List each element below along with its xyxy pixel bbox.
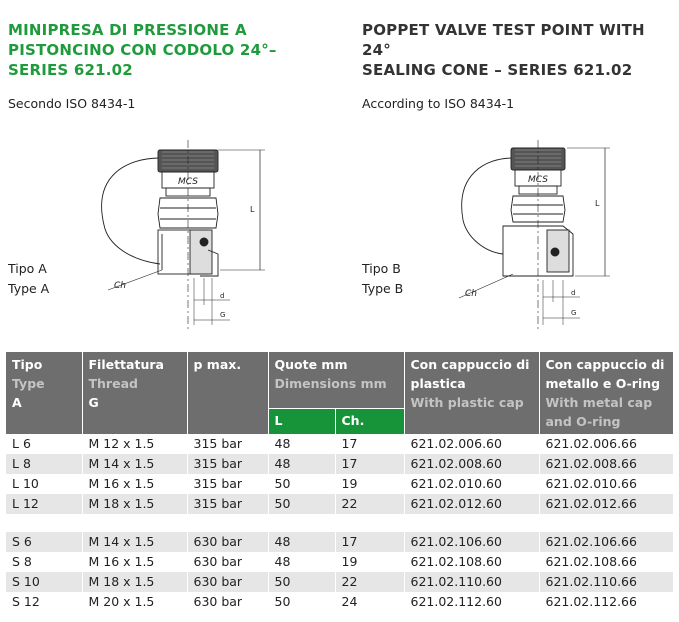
technical-drawing-type-a [100,130,350,335]
cell-thread: M 18 x 1.5 [82,572,187,592]
header-type-symbol: A [12,395,22,410]
cell-plastic-code: 621.02.010.60 [404,474,539,494]
header-dimensions-italian: Quote mm [274,357,348,372]
cell-pmax: 630 bar [187,572,268,592]
cell-l: 50 [268,592,335,612]
table-row [6,532,673,552]
header-plastic-cap [404,352,539,434]
title-english: POPPET VALVE TEST POINT WITH 24° SEALING CONE – SERIES 621.02 [362,21,645,79]
cell-plastic-code: 621.02.108.60 [404,552,539,572]
cell-type: S 6 [6,532,82,552]
cell-pmax: 315 bar [187,494,268,514]
o-ring-section [551,248,559,256]
header-type-italian: Tipo [12,357,43,372]
cap-tether [462,158,513,254]
mcs-mark: MCS [528,175,548,185]
cell-l: 50 [268,474,335,494]
type-b-italian: Tipo B [362,261,401,276]
type-b-english: Type B [362,281,404,296]
standard-note-italian: Secondo ISO 8434-1 [8,96,136,111]
ch-label: Ch [465,289,477,299]
table-row [6,494,673,514]
cell-type: L 6 [6,434,82,454]
type-b-label [362,259,403,299]
cell-ch: 17 [335,454,404,474]
header-metal-cap-italian: Con cappuccio di metallo e O-ring [545,357,665,391]
header-pmax: p max. [187,352,268,434]
cap-tether [102,158,160,264]
cell-ch: 17 [335,532,404,552]
header-plastic-cap-italian: Con cappuccio di plastica [410,357,530,391]
cell-thread: M 16 x 1.5 [82,474,187,494]
cell-l: 48 [268,552,335,572]
specification-table [6,352,674,612]
cell-plastic-code: 621.02.006.60 [404,434,539,454]
cell-metal-code: 621.02.006.66 [539,434,673,454]
dim-l-label: L [250,205,255,214]
header-metal-cap [539,352,673,434]
table-spacer-row [6,514,673,532]
header-dim-ch: Ch. [335,409,404,435]
cell-type: S 10 [6,572,82,592]
dim-g-label: G [571,309,577,317]
header-type-english: Type [12,376,45,391]
header-thread-symbol: G [88,395,99,410]
title-italian: MINIPRESA DI PRESSIONE A PISTONCINO CON CODOLO 24°– SERIES 621.02 [8,21,277,79]
cell-thread: M 20 x 1.5 [82,592,187,612]
cell-thread: M 12 x 1.5 [82,434,187,454]
table-row [6,592,673,612]
cell-pmax: 315 bar [187,454,268,474]
cell-type: L 8 [6,454,82,474]
cell-thread: M 16 x 1.5 [82,552,187,572]
cell-pmax: 630 bar [187,532,268,552]
cell-type: L 12 [6,494,82,514]
cell-thread: M 14 x 1.5 [82,532,187,552]
cell-ch: 24 [335,592,404,612]
type-a-english: Type A [8,281,50,296]
dim-l-label: L [595,199,600,208]
header-thread-italian: Filettatura [88,357,164,372]
header-plastic-cap-english: With plastic cap [410,395,524,410]
header-dimensions [268,352,404,409]
mcs-mark: MCS [178,177,198,187]
cell-metal-code: 621.02.106.66 [539,532,673,552]
o-ring-section [200,238,208,246]
cell-pmax: 630 bar [187,592,268,612]
header-dimensions-english: Dimensions mm [274,376,387,391]
cell-plastic-code: 621.02.008.60 [404,454,539,474]
cell-ch: 22 [335,494,404,514]
table-row [6,474,673,494]
ch-label: Ch [114,281,126,291]
cell-pmax: 315 bar [187,434,268,454]
cell-thread: M 18 x 1.5 [82,494,187,514]
cell-plastic-code: 621.02.112.60 [404,592,539,612]
cell-metal-code: 621.02.110.66 [539,572,673,592]
table-row [6,552,673,572]
dim-g-label: G [220,311,226,319]
table-body [6,434,673,612]
type-a-label [8,259,49,299]
dim-d-label: d [571,289,576,297]
cell-metal-code: 621.02.008.66 [539,454,673,474]
header-type [6,352,82,434]
cell-ch: 19 [335,474,404,494]
cell-metal-code: 621.02.112.66 [539,592,673,612]
cell-pmax: 630 bar [187,552,268,572]
cell-l: 50 [268,494,335,514]
type-a-italian: Tipo A [8,261,47,276]
cell-metal-code: 621.02.108.66 [539,552,673,572]
cell-l: 48 [268,454,335,474]
cell-plastic-code: 621.02.106.60 [404,532,539,552]
spacer-cell [6,514,673,532]
cell-ch: 17 [335,434,404,454]
cell-pmax: 315 bar [187,474,268,494]
dim-d-label: d [220,292,225,300]
header-dim-l: L [268,409,335,435]
cell-ch: 19 [335,552,404,572]
cell-type: L 10 [6,474,82,494]
cell-l: 50 [268,572,335,592]
cell-type: S 12 [6,592,82,612]
cell-plastic-code: 621.02.012.60 [404,494,539,514]
cell-type: S 8 [6,552,82,572]
cell-thread: M 14 x 1.5 [82,454,187,474]
table-row [6,434,673,454]
table-row [6,454,673,474]
header-metal-cap-english: With metal cap and O-ring [545,395,653,429]
cell-metal-code: 621.02.010.66 [539,474,673,494]
cell-ch: 22 [335,572,404,592]
cell-metal-code: 621.02.012.66 [539,494,673,514]
cell-l: 48 [268,532,335,552]
cell-plastic-code: 621.02.110.60 [404,572,539,592]
table-row [6,572,673,592]
header-thread-english: Thread [88,376,138,391]
standard-note-english: According to ISO 8434-1 [362,96,515,111]
header-thread [82,352,187,434]
cell-l: 48 [268,434,335,454]
technical-drawing-type-b [455,130,660,335]
